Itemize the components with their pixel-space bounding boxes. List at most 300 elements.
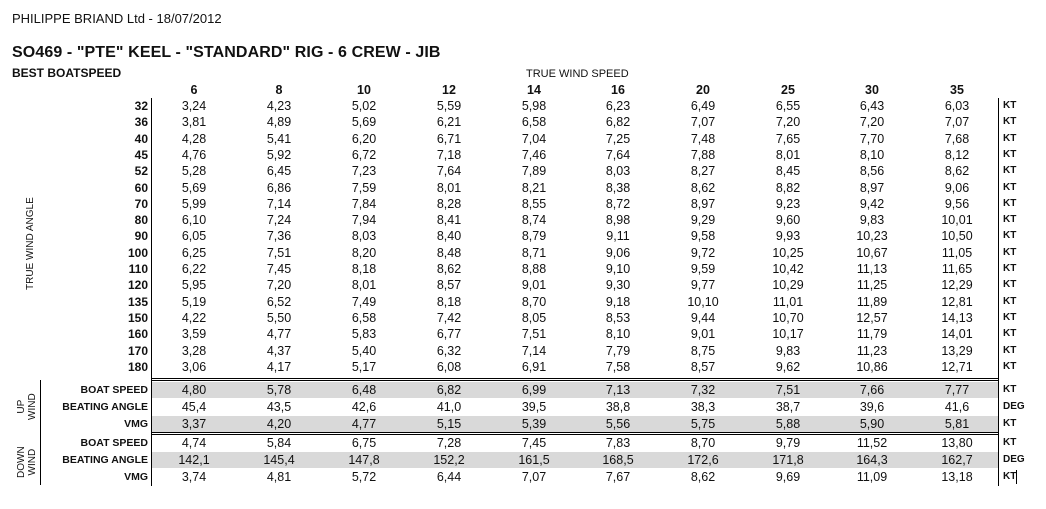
boatspeed-cell: 10,67 (856, 246, 888, 260)
boatspeed-cell: 12,71 (941, 360, 973, 374)
boatspeed-cell: 8,05 (521, 311, 547, 325)
downwind-value-cell: 6,75 (351, 436, 377, 450)
boatspeed-cell: 9,83 (775, 344, 801, 358)
boatspeed-cell: 5,95 (181, 278, 207, 292)
boatspeed-cell: 6,86 (266, 181, 292, 195)
boatspeed-cell: 7,64 (436, 164, 462, 178)
boatspeed-cell: 6,23 (605, 99, 631, 113)
downwind-value-cell: 161,5 (518, 453, 550, 467)
boatspeed-cell: 7,07 (944, 115, 970, 129)
boatspeed-cell: 8,27 (690, 164, 716, 178)
boatspeed-cell: 6,91 (521, 360, 547, 374)
boatspeed-cell: 6,71 (436, 132, 462, 146)
boatspeed-cell: 3,59 (181, 327, 207, 341)
boatspeed-cell: 8,40 (436, 229, 462, 243)
boatspeed-cell: 9,10 (605, 262, 631, 276)
unit-label: KT (1003, 384, 1017, 395)
unit-label: KT (1003, 230, 1017, 241)
boatspeed-cell: 8,18 (351, 262, 377, 276)
boatspeed-cell: 5,19 (181, 295, 207, 309)
boatspeed-cell: 6,10 (181, 213, 207, 227)
boatspeed-cell: 5,69 (181, 181, 207, 195)
boatspeed-cell: 7,20 (266, 278, 292, 292)
wind-angle-label: 150 (127, 311, 148, 325)
upwind-value-cell: 38,3 (690, 400, 716, 414)
boatspeed-cell: 6,21 (436, 115, 462, 129)
boatspeed-cell: 14,13 (941, 311, 973, 325)
true-wind-angle-label: TRUE WIND ANGLE (25, 197, 36, 290)
separator-top (151, 378, 999, 379)
upwind-value-cell: 38,8 (605, 400, 631, 414)
wind-angle-label: 80 (134, 213, 148, 227)
upwind-value-cell: 7,51 (775, 383, 801, 397)
boatspeed-cell: 10,17 (772, 327, 804, 341)
boatspeed-cell: 8,03 (605, 164, 631, 178)
downwind-value-cell: 6,44 (436, 470, 462, 484)
boatspeed-cell: 9,93 (775, 229, 801, 243)
boatspeed-cell: 8,01 (436, 181, 462, 195)
wind-speed-header: 8 (275, 83, 283, 97)
boatspeed-cell: 5,40 (351, 344, 377, 358)
boatspeed-cell: 8,97 (859, 181, 885, 195)
downwind-value-cell: 8,70 (690, 436, 716, 450)
boatspeed-cell: 5,17 (351, 360, 377, 374)
downwind-value-cell: 172,6 (687, 453, 719, 467)
boatspeed-cell: 7,79 (605, 344, 631, 358)
boatspeed-cell: 8,41 (436, 213, 462, 227)
boatspeed-cell: 9,06 (605, 246, 631, 260)
boatspeed-cell: 8,57 (436, 278, 462, 292)
unit-label: KT (1003, 116, 1017, 127)
boatspeed-cell: 12,57 (856, 311, 888, 325)
upwind-value-cell: 5,81 (944, 417, 970, 431)
unit-label: KT (1003, 133, 1017, 144)
upwind-label-line1: UP (16, 399, 27, 414)
boatspeed-cell: 7,24 (266, 213, 292, 227)
boatspeed-cell: 6,58 (521, 115, 547, 129)
downwind-value-cell: 164,3 (856, 453, 888, 467)
boatspeed-cell: 7,45 (266, 262, 292, 276)
boatspeed-cell: 6,05 (181, 229, 207, 243)
unit-cursor-line (1016, 470, 1017, 484)
boatspeed-cell: 5,59 (436, 99, 462, 113)
boatspeed-cell: 3,28 (181, 344, 207, 358)
wind-angle-label: 100 (127, 246, 148, 260)
boatspeed-cell: 7,65 (775, 132, 801, 146)
boatspeed-cell: 5,41 (266, 132, 292, 146)
boatspeed-cell: 7,20 (859, 115, 885, 129)
boatspeed-cell: 9,01 (690, 327, 716, 341)
upwind-value-cell: 5,56 (605, 417, 631, 431)
boatspeed-cell: 7,64 (605, 148, 631, 162)
boatspeed-cell: 7,70 (859, 132, 885, 146)
downwind-value-cell: 168,5 (602, 453, 634, 467)
downwind-value-cell: 142,1 (178, 453, 210, 467)
wind-angle-label: 170 (127, 344, 148, 358)
unit-label: KT (1003, 263, 1017, 274)
downwind-label-line2: WIND (27, 448, 38, 476)
downwind-value-cell: 7,83 (605, 436, 631, 450)
boatspeed-cell: 3,81 (181, 115, 207, 129)
downwind-value-cell: 7,67 (605, 470, 631, 484)
upwind-row-label: VMG (124, 418, 148, 430)
downwind-value-cell: 9,69 (775, 470, 801, 484)
boatspeed-cell: 8,55 (521, 197, 547, 211)
boatspeed-cell: 8,75 (690, 344, 716, 358)
upwind-value-cell: 39,6 (859, 400, 885, 414)
boatspeed-cell: 8,38 (605, 181, 631, 195)
upwind-value-cell: 3,37 (181, 417, 207, 431)
unit-label: KT (1003, 198, 1017, 209)
boatspeed-cell: 7,49 (351, 295, 377, 309)
boatspeed-cell: 5,98 (521, 99, 547, 113)
boatspeed-cell: 9,30 (605, 278, 631, 292)
boatspeed-cell: 4,28 (181, 132, 207, 146)
unit-label: KT (1003, 296, 1017, 307)
downwind-row-label: VMG (124, 471, 148, 483)
wind-angle-label: 52 (134, 164, 148, 178)
boatspeed-cell: 5,83 (351, 327, 377, 341)
separator-mid (151, 432, 999, 433)
downwind-value-cell: 152,2 (433, 453, 465, 467)
upwind-value-cell: 5,90 (859, 417, 885, 431)
downwind-value-cell: 7,45 (521, 436, 547, 450)
unit-label: KT (1003, 182, 1017, 193)
boatspeed-cell: 7,46 (521, 148, 547, 162)
downwind-value-cell: 162,7 (941, 453, 973, 467)
unit-label: KT (1003, 361, 1017, 372)
boatspeed-cell: 9,83 (859, 213, 885, 227)
boatspeed-cell: 10,29 (772, 278, 804, 292)
boatspeed-cell: 11,79 (856, 327, 888, 341)
boatspeed-cell: 5,92 (266, 148, 292, 162)
boatspeed-cell: 8,28 (436, 197, 462, 211)
boatspeed-cell: 9,60 (775, 213, 801, 227)
boatspeed-cell: 7,88 (690, 148, 716, 162)
boatspeed-cell: 9,62 (775, 360, 801, 374)
upwind-value-cell: 39,5 (521, 400, 547, 414)
boatspeed-cell: 14,01 (941, 327, 973, 341)
boatspeed-cell: 10,10 (687, 295, 719, 309)
boatspeed-cell: 9,58 (690, 229, 716, 243)
downwind-value-cell: 171,8 (772, 453, 804, 467)
boatspeed-cell: 8,53 (605, 311, 631, 325)
boatspeed-cell: 4,77 (266, 327, 292, 341)
boatspeed-cell: 7,20 (775, 115, 801, 129)
downwind-value-cell: 13,18 (941, 470, 973, 484)
upwind-value-cell: 6,99 (521, 383, 547, 397)
boatspeed-cell: 7,42 (436, 311, 462, 325)
downwind-value-cell: 145,4 (263, 453, 295, 467)
table-left-border (151, 98, 152, 486)
boatspeed-cell: 11,65 (941, 262, 973, 276)
boatspeed-cell: 6,20 (351, 132, 377, 146)
downwind-value-cell: 5,84 (266, 436, 292, 450)
boatspeed-cell: 12,81 (941, 295, 973, 309)
boatspeed-cell: 8,20 (351, 246, 377, 260)
boatspeed-cell: 6,49 (690, 99, 716, 113)
boatspeed-cell: 7,14 (521, 344, 547, 358)
wind-speed-header: 10 (357, 83, 371, 97)
boatspeed-cell: 5,99 (181, 197, 207, 211)
boatspeed-cell: 5,69 (351, 115, 377, 129)
upwind-value-cell: 6,48 (351, 383, 377, 397)
upwind-value-cell: 5,39 (521, 417, 547, 431)
wind-angle-label: 60 (134, 181, 148, 195)
downwind-row-label: BOAT SPEED (80, 437, 148, 449)
boatspeed-cell: 8,10 (859, 148, 885, 162)
downwind-value-cell: 3,74 (181, 470, 207, 484)
boatspeed-cell: 6,22 (181, 262, 207, 276)
wind-angle-label: 160 (127, 327, 148, 341)
boatspeed-cell: 8,48 (436, 246, 462, 260)
boatspeed-cell: 6,08 (436, 360, 462, 374)
true-wind-speed-label: TRUE WIND SPEED (526, 68, 629, 80)
boatspeed-cell: 6,45 (266, 164, 292, 178)
boatspeed-cell: 9,56 (944, 197, 970, 211)
wind-angle-label: 135 (127, 295, 148, 309)
unit-label: DEG (1003, 401, 1025, 412)
boatspeed-cell: 6,52 (266, 295, 292, 309)
boatspeed-cell: 7,59 (351, 181, 377, 195)
boatspeed-cell: 10,70 (772, 311, 804, 325)
boatspeed-cell: 7,23 (351, 164, 377, 178)
boatspeed-cell: 7,04 (521, 132, 547, 146)
unit-label: KT (1003, 328, 1017, 339)
document-subtitle: BEST BOATSPEED (12, 66, 122, 80)
boatspeed-cell: 8,12 (944, 148, 970, 162)
boatspeed-cell: 8,88 (521, 262, 547, 276)
wind-angle-label: 180 (127, 360, 148, 374)
boatspeed-cell: 7,84 (351, 197, 377, 211)
boatspeed-cell: 4,22 (181, 311, 207, 325)
boatspeed-cell: 6,77 (436, 327, 462, 341)
downwind-value-cell: 7,07 (521, 470, 547, 484)
boatspeed-cell: 8,79 (521, 229, 547, 243)
wind-speed-header: 25 (781, 83, 795, 97)
boatspeed-cell: 4,23 (266, 99, 292, 113)
boatspeed-cell: 8,01 (775, 148, 801, 162)
boatspeed-cell: 6,82 (605, 115, 631, 129)
boatspeed-cell: 6,58 (351, 311, 377, 325)
boatspeed-cell: 8,97 (690, 197, 716, 211)
boatspeed-cell: 12,29 (941, 278, 973, 292)
boatspeed-cell: 13,29 (941, 344, 973, 358)
boatspeed-cell: 11,23 (856, 344, 888, 358)
boatspeed-cell: 10,23 (856, 229, 888, 243)
boatspeed-cell: 8,82 (775, 181, 801, 195)
unit-label: KT (1003, 100, 1017, 111)
unit-label: KT (1003, 471, 1017, 482)
boatspeed-cell: 9,42 (859, 197, 885, 211)
wind-speed-header: 20 (696, 83, 710, 97)
wind-angle-label: 45 (134, 148, 148, 162)
upwind-label-line2: WIND (27, 393, 38, 420)
downwind-value-cell: 8,62 (690, 470, 716, 484)
boatspeed-cell: 9,06 (944, 181, 970, 195)
upwind-value-cell: 7,66 (859, 383, 885, 397)
downwind-value-cell: 13,80 (941, 436, 973, 450)
boatspeed-cell: 8,72 (605, 197, 631, 211)
boatspeed-cell: 8,01 (351, 278, 377, 292)
boatspeed-cell: 7,18 (436, 148, 462, 162)
boatspeed-cell: 8,62 (690, 181, 716, 195)
upwind-row-label: BOAT SPEED (80, 384, 148, 396)
unit-label: KT (1003, 214, 1017, 225)
wind-angle-label: 90 (134, 229, 148, 243)
boatspeed-cell: 7,58 (605, 360, 631, 374)
unit-label: KT (1003, 165, 1017, 176)
boatspeed-cell: 11,05 (941, 246, 973, 260)
boatspeed-cell: 9,11 (606, 229, 630, 243)
boatspeed-cell: 8,62 (436, 262, 462, 276)
upwind-value-cell: 41,6 (944, 400, 970, 414)
upwind-value-cell: 4,80 (181, 383, 207, 397)
boatspeed-cell: 9,29 (690, 213, 716, 227)
boatspeed-cell: 7,25 (605, 132, 631, 146)
boatspeed-cell: 11,25 (856, 278, 888, 292)
wind-angle-label: 36 (134, 115, 148, 129)
boatspeed-cell: 7,68 (944, 132, 970, 146)
table-right-border (998, 98, 999, 486)
downwind-value-cell: 11,09 (856, 470, 888, 484)
upwind-value-cell: 7,13 (605, 383, 631, 397)
document-title: SO469 - "PTE" KEEL - "STANDARD" RIG - 6 CREW - JIB (12, 44, 441, 61)
boatspeed-cell: 8,10 (605, 327, 631, 341)
upwind-value-cell: 5,15 (436, 417, 462, 431)
upwind-value-cell: 7,32 (690, 383, 716, 397)
unit-label: KT (1003, 312, 1017, 323)
upwind-value-cell: 42,6 (351, 400, 377, 414)
boatspeed-cell: 6,32 (436, 344, 462, 358)
downwind-value-cell: 11,52 (856, 436, 888, 450)
upwind-value-cell: 5,88 (775, 417, 801, 431)
boatspeed-cell: 5,28 (181, 164, 207, 178)
boatspeed-cell: 6,55 (775, 99, 801, 113)
boatspeed-cell: 7,51 (521, 327, 547, 341)
downwind-value-cell: 4,81 (266, 470, 292, 484)
upwind-value-cell: 4,20 (266, 417, 292, 431)
downwind-value-cell: 5,72 (351, 470, 377, 484)
boatspeed-cell: 6,43 (859, 99, 885, 113)
boatspeed-cell: 11,89 (856, 295, 888, 309)
boatspeed-cell: 8,57 (690, 360, 716, 374)
downwind-value-cell: 7,28 (436, 436, 462, 450)
boatspeed-cell: 7,48 (690, 132, 716, 146)
upwind-value-cell: 38,7 (775, 400, 801, 414)
boatspeed-cell: 3,06 (181, 360, 207, 374)
boatspeed-cell: 9,72 (690, 246, 716, 260)
boatspeed-cell: 8,03 (351, 229, 377, 243)
boatspeed-cell: 8,70 (521, 295, 547, 309)
wind-speed-header: 14 (527, 83, 541, 97)
boatspeed-cell: 8,18 (436, 295, 462, 309)
boatspeed-cell: 6,72 (351, 148, 377, 162)
boatspeed-cell: 8,74 (521, 213, 547, 227)
wind-angle-label: 70 (134, 197, 148, 211)
wind-angle-label: 110 (128, 262, 148, 276)
boatspeed-cell: 9,44 (690, 311, 716, 325)
downwind-row-label: BEATING ANGLE (62, 454, 148, 466)
unit-label: KT (1003, 345, 1017, 356)
boatspeed-cell: 9,01 (521, 278, 547, 292)
boatspeed-cell: 4,17 (266, 360, 292, 374)
left-axis-line (40, 380, 41, 485)
unit-label: KT (1003, 437, 1017, 448)
upwind-value-cell: 6,82 (436, 383, 462, 397)
wind-angle-label: 120 (127, 278, 148, 292)
downwind-value-cell: 4,74 (181, 436, 207, 450)
boatspeed-cell: 9,18 (605, 295, 631, 309)
boatspeed-cell: 6,25 (181, 246, 207, 260)
wind-speed-header: 16 (611, 83, 625, 97)
boatspeed-cell: 7,94 (351, 213, 377, 227)
boatspeed-cell: 9,23 (775, 197, 801, 211)
boatspeed-cell: 10,50 (941, 229, 973, 243)
boatspeed-cell: 8,62 (944, 164, 970, 178)
unit-label: DEG (1003, 454, 1025, 465)
wind-speed-header: 35 (950, 83, 964, 97)
boatspeed-cell: 7,36 (266, 229, 292, 243)
wind-speed-header: 12 (442, 83, 456, 97)
wind-angle-label: 40 (134, 132, 148, 146)
boatspeed-cell: 10,01 (941, 213, 973, 227)
upwind-value-cell: 5,78 (266, 383, 292, 397)
boatspeed-cell: 3,24 (181, 99, 207, 113)
upwind-value-cell: 7,77 (944, 383, 970, 397)
boatspeed-cell: 8,98 (605, 213, 631, 227)
upwind-value-cell: 45,4 (181, 400, 207, 414)
unit-label: KT (1003, 149, 1017, 160)
wind-speed-header: 6 (190, 83, 198, 97)
upwind-value-cell: 43,5 (266, 400, 292, 414)
boatspeed-cell: 7,51 (266, 246, 292, 260)
boatspeed-cell: 4,89 (266, 115, 292, 129)
wind-angle-label: 32 (134, 99, 148, 113)
boatspeed-cell: 8,21 (521, 181, 547, 195)
boatspeed-cell: 10,42 (772, 262, 804, 276)
boatspeed-cell: 8,56 (859, 164, 885, 178)
boatspeed-cell: 4,76 (181, 148, 207, 162)
upwind-value-cell: 4,77 (351, 417, 377, 431)
boatspeed-cell: 10,25 (772, 246, 804, 260)
downwind-value-cell: 9,79 (775, 436, 801, 450)
boatspeed-cell: 5,50 (266, 311, 292, 325)
separator-top-2 (151, 380, 999, 381)
upwind-value-cell: 5,75 (690, 417, 716, 431)
downwind-value-cell: 147,8 (348, 453, 380, 467)
unit-label: KT (1003, 247, 1017, 258)
boatspeed-cell: 7,89 (521, 164, 547, 178)
boatspeed-cell: 6,03 (944, 99, 970, 113)
wind-speed-header: 30 (865, 83, 879, 97)
unit-label: KT (1003, 279, 1017, 290)
boatspeed-cell: 7,07 (690, 115, 716, 129)
boatspeed-cell: 7,14 (266, 197, 292, 211)
downwind-label-line1: DOWN (16, 446, 27, 478)
boatspeed-cell: 10,86 (856, 360, 888, 374)
boatspeed-cell: 11,01 (772, 295, 804, 309)
header-company-date: PHILIPPE BRIAND Ltd - 18/07/2012 (12, 11, 222, 26)
boatspeed-cell: 5,02 (351, 99, 377, 113)
boatspeed-cell: 11,13 (856, 262, 888, 276)
upwind-value-cell: 41,0 (436, 400, 462, 414)
separator-mid-2 (151, 434, 999, 435)
boatspeed-cell: 9,77 (690, 278, 716, 292)
upwind-row-label: BEATING ANGLE (62, 401, 148, 413)
boatspeed-cell: 8,45 (775, 164, 801, 178)
boatspeed-cell: 4,37 (266, 344, 292, 358)
